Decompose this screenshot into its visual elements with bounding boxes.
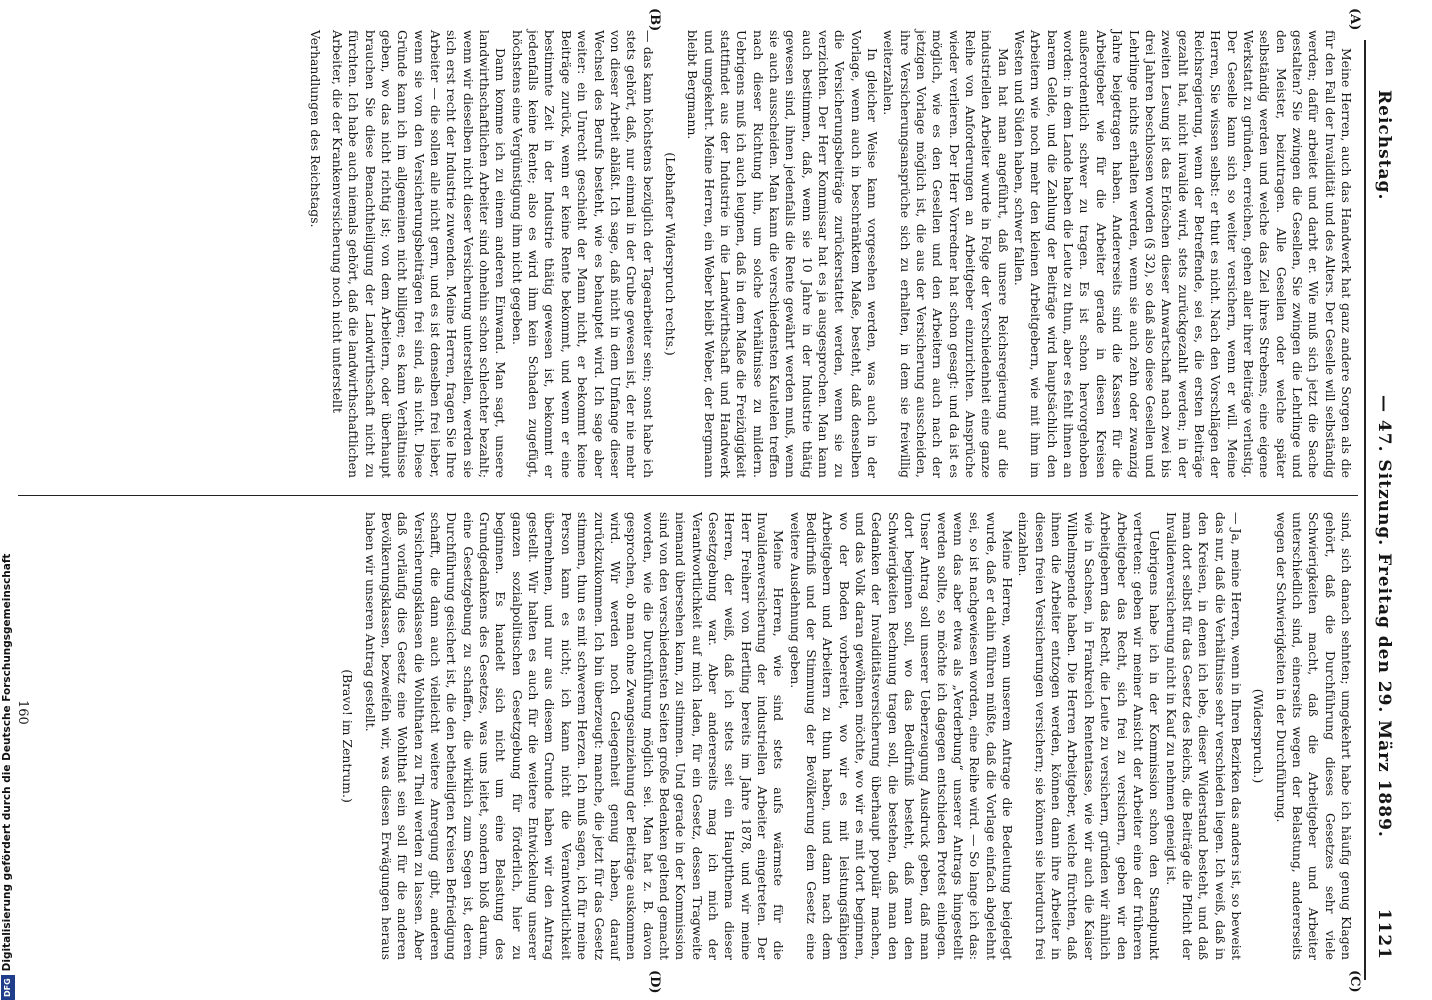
page-footer-number: 160 (15, 700, 30, 725)
paragraph: sind, sich danach sehnten; umgekehrt habe ich häufig genug Klagen gehört, daß die Durchführung dieses Gesetzes sehr viele Schwierigkeiten macht, daß die Arbeitgeber und Arbeiter unterschiedlich sind, einerseits wegen der Belastung, andererseits wegen der Schwierigkeiten in der Durchführung. (1273, 512, 1354, 960)
right-text-column (340, 512, 1354, 960)
column-divider (18, 495, 1358, 496)
marker-a: (A) (1347, 8, 1362, 31)
paragraph: Man hat man angeführt, daß unsere Reichsregierung auf die industriellen Arbeiter wurde in Folge der Verschiedenheit eine ganze Reihe von Anforderungen an Arbeitgeber einzurichten. Ansprüche wieder verlieren. Der Herr Vorredner hat schon gesagt: und da ist es möglich, wie es den Gesellen und den Arbeitern auch nach der jetzigen Vorlage möglich ist, die aus der Versicherung ausscheiden, ihre Versicherungsansprüche sich zu erhalten, in dem sie freiwillig weiterzahlen. (881, 30, 1011, 478)
interjection: (Bravo! im Zentrum.) (340, 669, 356, 803)
paragraph: Meine Herren, wie sind stets aufs wärmste für die Invalidenversicherung der industriellen Arbeiter eingetreten. Der Herr Freiherr von Hertling bereits im Jahre 1878, und wir meine Herren, der weiß, daß ich stets seit ein Hauptthema dieser Gesetzgebung war. Aber andererseits mag ich mich der Verantwortlichkeit auf mich laden, für ein Gesetz, dessen Tragweite niemand übersehen kann, zu stimmen. Und gerade in der Kommission sind von den verschiedensten Seiten große Bedenken geltend gemacht worden, wie die Durchführung möglich sei. Man hat z. B. davon gesprochen, ob man ohne Zwangseinziehung der Beiträge auskommen wird. Wir werden noch Gelegenheit genug haben, darauf zurückzukommen. Ich bin überzeugt: manche, die jetzt für das Gesetz stimmen, thun es mit schwerem Herzen. Ich muß sagen, ich für meine Person kann es nicht; ich kann nicht die Verantwortlichkeit übernehmen, und nur aus diesem Grunde haben wir den Antrag gestellt. Wir halten es auch für die weitere Entwickelung unserer ganzen sozialpolitischen Gesetzgebung für förderlich, hier zu beginnen. Es handelt sich nicht um eine Belastung des Grundgedankens des Gesetzes, was uns leitet, sondern bloß darum, eine Gesetzgebung zu schaffen, die wirklich zum Segen ist, deren Durchführung gesichert ist, die den betheiligten Kreisen Befriedigung schafft, die dann auch vielleicht weitere Anregung gibt, anderen Versicherungsklassen die Wohlthaten zu Theil werden zu lassen. Aber daß vorläufig dies Gesetz eine Wohlthat sein soll für die anderen Bevölkerungsklassen, bezweifeln wir, was diesen Erwägungen heraus haben wir unseren Antrag gestellt. (362, 512, 787, 960)
header-rule (1364, 40, 1366, 980)
marker-d: (D) (647, 970, 662, 994)
interjection: (Lebhafter Widerspruch rechts.) (662, 152, 678, 356)
page-header (1370, 20, 1394, 980)
paragraph: — das kann höchstens bezüglich der Tagearbeiter sein; sonst habe ich stets gehört, daß, nur einmal in der Grube gewesen ist, der nie mehr von dieser Arbeit abläßt. Ich sage, daß nicht in dem Umfange dieser Wechsel des Berufs besteht, wie es behauptet wird. Ich sage aber weiter: ein Unrecht geschieht der Mann nicht, er bekommt keine Beiträge zurück, wenn er keine Rente bekommt, und wenn er eine bestimmte Zeit in der Industrie thätig gewesen ist, bekommt er jedenfalls keine Rente; also es wird ihm kein Schaden zugefügt, höchstens eine Vergünstigung ihm nicht gegeben. (509, 30, 656, 478)
header-page-number: 1121 (1374, 908, 1394, 960)
paragraph: Meine Herren, auch das Handwerk hat ganz andere Sorgen als die für den Fall der Invalidität und des Alters. Der Geselle will selbständig werden; dafür arbeitet und darbt er. Wie muß sich jetzt die Sache gestalten? Sie zwingen die Gesellen, Sie zwingen die Lehrlinge und den Meister, beizutragen. Alle Gesellen oder welche später selbständig werden und welche das Ziel ihres Strebens, eine eigene Werkstatt zu gründen, erreichen, gehen aller ihrer Beiträge verlustig. Der Geselle kann sich so weiter versichern, wenn er will. Meine Herren, Sie wissen selbst: er thut es nicht. Nach den Vorschlägen der Reichsregierung, wenn der Betreffende, sei es, die ersten Beiträge gezahlt hat, nicht invalide wird, stets zurückgezahlt werden; in der zweiten Lesung ist das Erlöschen dieser Anwartschaft nach zwei bis drei Jahren beschlossen worden (§ 32), so daß also diese Gesellen und Lehrlinge nichts erhalten werden, wenn sie auch zehn oder zwanzig Jahre beigetragen haben. Andererseits sind die Kassen für die Arbeitgeber wie für die Arbeiter gerade in diesen Kreisen außerordentlich schwer zu tragen. Es ist schon hervorgehoben worden: in dem Lande haben die Leute zu thun, aber es fehlt ihnen an barem Gelde, und die Zahlung der Beiträge wird hauptsächlich den Arbeitern wie noch mehr den kleinen Arbeitgebern, wie mit ihm im Westen und Süden haben, schwer fallen. (1012, 30, 1354, 478)
marker-b: (B) (647, 8, 662, 32)
column-footer: Verhandlungen des Reichstags. (307, 30, 323, 228)
header-center: — 47. Sitzung. Freitag den 29. März 1889. (1374, 395, 1394, 838)
header-left: Reichstag. (1374, 90, 1394, 201)
paragraph: In gleicher Weise kann vorgesehen werden, was auch in der Vorlage, wenn auch in beschränktem Maße, besteht, daß denselben die Versicherungsbeiträge zurückerstattet werden, wenn sie zu verzichten. Der Herr Kommissar hat es ja ausgesprochen. Man kann auch bestimmen, daß, wenn sie 10 Jahre in der Industrie thätig gewesen sind, ihnen jedenfalls die Rente gewährt werden muß, wenn sie auch ausscheiden. Man kann die verschiedensten Kautelen treffen nach dieser Richtung hin, um solche Verhältnisse zu mildern. Uebrigens muß ich auch leugnen, daß in dem Maße die Freizügigkeit stattfindet aus der Industrie in die Landwirthschaft und Handwerk und umgekehrt. Meine Herren, ein Weber bleibt Weber, der Bergmann bleibt Bergmann. (685, 30, 881, 478)
digitization-text: Digitalisierung gefördert durch die Deutsche Forschungsgemeinschaft (1, 553, 13, 972)
paragraph: — Ja, meine Herren, wenn in Ihren Bezirken das anders ist, so beweist das nur, daß die Verhältnisse sehr verschieden liegen. Ich weiß, daß in den Kreisen, in denen ich lebe, dieser Widerstand besteht, und daß man dort selbst für das Gesetz des Reichs, die Beiträge die Pflicht der Invalidenversicherung nicht in Kauf zu nehmen geneigt ist. (1163, 512, 1244, 960)
digitization-credit (0, 0, 14, 1000)
left-text-column (307, 30, 1354, 478)
interjection: (Widerspruch.) (1251, 688, 1267, 784)
paragraph: Dann komme ich zu einem anderen Einwand. Man sagt, unsere landwirthschaftlichen Arbeiter sind ohnehin schon schlechter bezahlt; wenn wir dieselben nicht dieser Versicherung unterstellen, werden sie sich erst recht der Industrie zuwenden. Meine Herren, fragen Sie Ihre Arbeiter — die sollen alle nicht gern, und es ist denselben frei lieber, wenn sie von den Versicherungsbeiträgen frei sind, als nicht. Diese Gründe kann ich im allgemeinen nicht billigen; es kann Verhältnisse geben, wo das nicht richtig ist; von dem Arbeitern, oder überhaupt brauchen Sie diese Benachtheiligung der Landwirthschaft nicht zu fürchten. Ich habe auch niemals gehört, daß die landwirthschaftlichen Arbeiter, die der Krankenversicherung noch nicht unterstellt (330, 30, 509, 478)
paragraph: Uebrigens habe ich in der Kommission schon den Standpunkt vertreten: geben wir meiner Ansicht der Arbeiter eine der früheren Arbeitgeber das Recht, sich frei zu versichern, geben wir den Arbeitgebern das Recht, die Leute zu versichern, gründen wir ähnlich wie in Sachsen, in Frankreich Rententasse, wie wir auch die Kaiser Wilhelmspende haben. Die Herren Arbeitgeber, welche fürchten, daß ihnen die Arbeiter entzogen werden, können dann ihre Arbeiter in diesen freien Versicherungen versichern; sie können sie hierdurch frei einzahlen. (1016, 512, 1163, 960)
marker-c: (C) (1347, 970, 1362, 993)
paragraph: Meine Herren, wenn unserem Antrage die Bedeutung beigelegt wurde, daß er dahin führen müßte, daß die Vorlage einfach abgelehnt sei, so ist nachgewiesen worden, eine Reihe wird. — So lange ich das: wenn das aber etwa als „Verderbung“ unserer Antrags hingestellt werden sollte, so möchte ich dagegen entschieden Protest einlegen. Unser Antrag soll unserer Ueberzeugung Ausdruck geben, daß man dort beginnen soll, wo das Bedürfniß besteht, daß man den Schwierigkeiten Rechnung tragen soll, die bestehen, daß man den Gedanken der Invaliditätsversicherung überhaupt populär machen, und das Volk daran gewöhnen möchte, wo wir es mit dort beginnen, wo der Boden vorbereitet, wo wir es mit leistungsfähigen Arbeitgebern und Arbeitern zu thun haben, und dann nach dem Bedürfniß und der Stimmung der Bevölkerung dem Gesetz eine weitere Ausdehnung geben. (787, 512, 1016, 960)
dfg-logo: DFG (1, 975, 15, 1000)
